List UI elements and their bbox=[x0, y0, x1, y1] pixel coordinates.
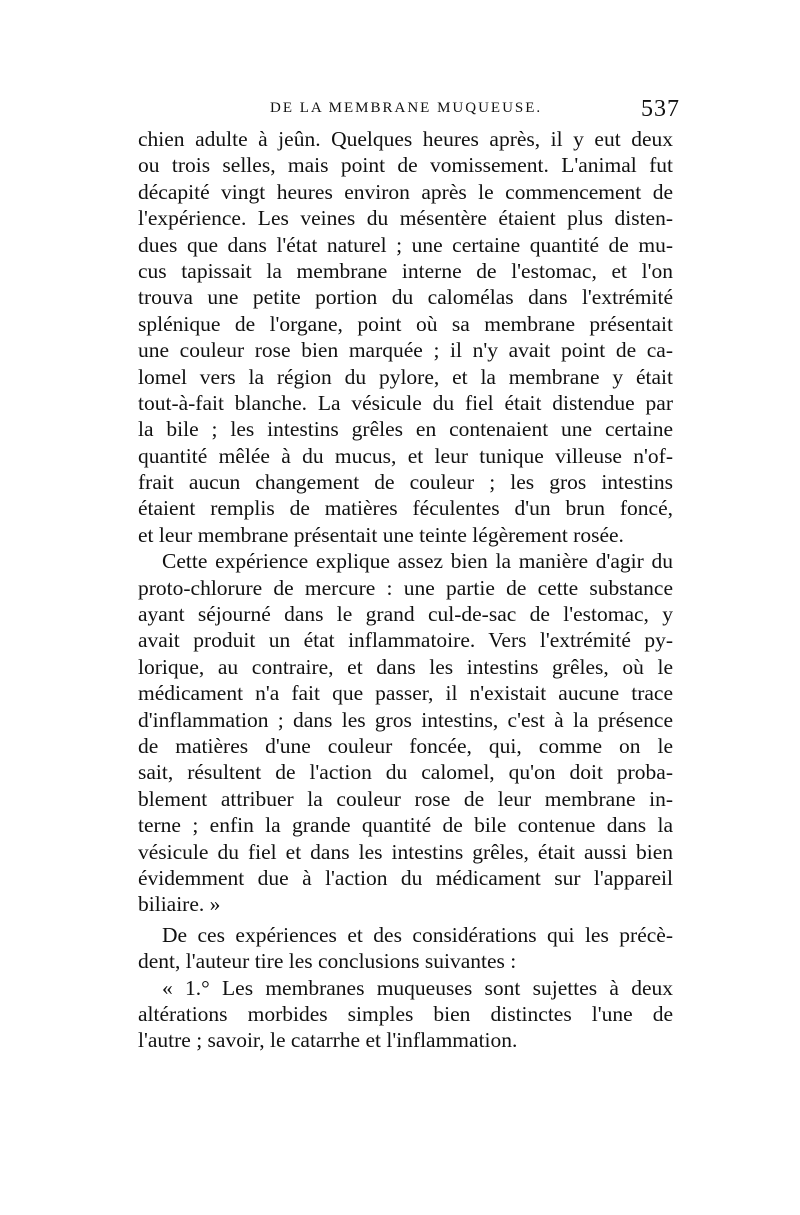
text-line: tout-à-fait blanche. La vésicule du fiel était distendue par bbox=[138, 390, 673, 415]
text-line: et leur membrane présentait une teinte légèrement rosée. bbox=[138, 522, 624, 547]
text-line: cus tapissait la membrane interne de l'estomac, et l'on bbox=[138, 258, 673, 283]
text-line: l'expérience. Les veines du mésentère étaient plus disten- bbox=[138, 206, 673, 231]
text-line: blement attribuer la couleur rose de leur membrane in- bbox=[138, 786, 673, 811]
text-line: une couleur rose bien marquée ; il n'y avait point de ca- bbox=[138, 338, 673, 363]
text-line: proto-chlorure de mercure : une partie de cette substance bbox=[138, 575, 673, 600]
text-line: chien adulte à jeûn. Quelques heures après, il y eut deux bbox=[138, 127, 673, 151]
text-line: la bile ; les intestins grêles en contenaient une certaine bbox=[138, 417, 673, 442]
text-line: lomel vers la région du pylore, et la membrane y était bbox=[138, 364, 673, 389]
page-number: 537 bbox=[641, 96, 680, 122]
text-line: trouva une petite portion du calomélas dans l'extrémité bbox=[138, 285, 673, 310]
running-header bbox=[260, 98, 680, 122]
text-line: dent, l'auteur tire les conclusions suivantes : bbox=[138, 949, 517, 974]
text-line: splénique de l'organe, point où sa membrane présentait bbox=[138, 311, 673, 336]
text-line: De ces expériences et des considérations qui les précè- bbox=[162, 922, 673, 947]
text-line: évidemment due à l'action du médicament sur l'appareil bbox=[138, 865, 673, 890]
text-line: lorique, au contraire, et dans les intestins grêles, où le bbox=[138, 654, 673, 679]
text-line: dues que dans l'état naturel ; une certaine quantité de mu- bbox=[138, 232, 673, 257]
text-line: ayant séjourné dans le grand cul-de-sac de l'estomac, y bbox=[138, 602, 673, 627]
text-line: ou trois selles, mais point de vomissement. L'animal fut bbox=[138, 153, 673, 178]
text-line: sait, résultent de l'action du calomel, qu'on doit proba- bbox=[138, 760, 673, 785]
text-line: l'autre ; savoir, le catarrhe et l'inflammation. bbox=[138, 1028, 518, 1053]
text-line: terne ; enfin la grande quantité de bile contenue dans la bbox=[138, 813, 673, 838]
text-line: décapité vingt heures environ après le commencement de bbox=[138, 179, 673, 204]
text-line: « 1.° Les membranes muqueuses sont sujettes à deux bbox=[162, 975, 673, 1000]
text-line: altérations morbides simples bien distinctes l'une de bbox=[138, 1001, 673, 1026]
text-line: avait produit un état inflammatoire. Vers l'extrémité py- bbox=[138, 628, 673, 653]
body-text bbox=[138, 126, 673, 1054]
text-line: quantité mêlée à du mucus, et leur tunique villeuse n'of- bbox=[138, 443, 673, 468]
text-line: vésicule du fiel et dans les intestins grêles, était aussi bien bbox=[138, 839, 673, 864]
text-line: Cette expérience explique assez bien la manière d'agir du bbox=[162, 549, 673, 574]
text-line: d'inflammation ; dans les gros intestins, c'est à la présence bbox=[138, 707, 673, 732]
text-line: biliaire. » bbox=[138, 892, 221, 917]
text-line: de matières d'une couleur foncée, qui, comme on le bbox=[138, 733, 673, 758]
running-title: DE LA MEMBRANE MUQUEUSE. bbox=[270, 100, 543, 116]
text-line: frait aucun changement de couleur ; les gros intestins bbox=[138, 470, 673, 495]
text-line: médicament n'a fait que passer, il n'existait aucune trace bbox=[138, 681, 673, 706]
text-line: étaient remplis de matières féculentes d'un brun foncé, bbox=[138, 496, 673, 521]
